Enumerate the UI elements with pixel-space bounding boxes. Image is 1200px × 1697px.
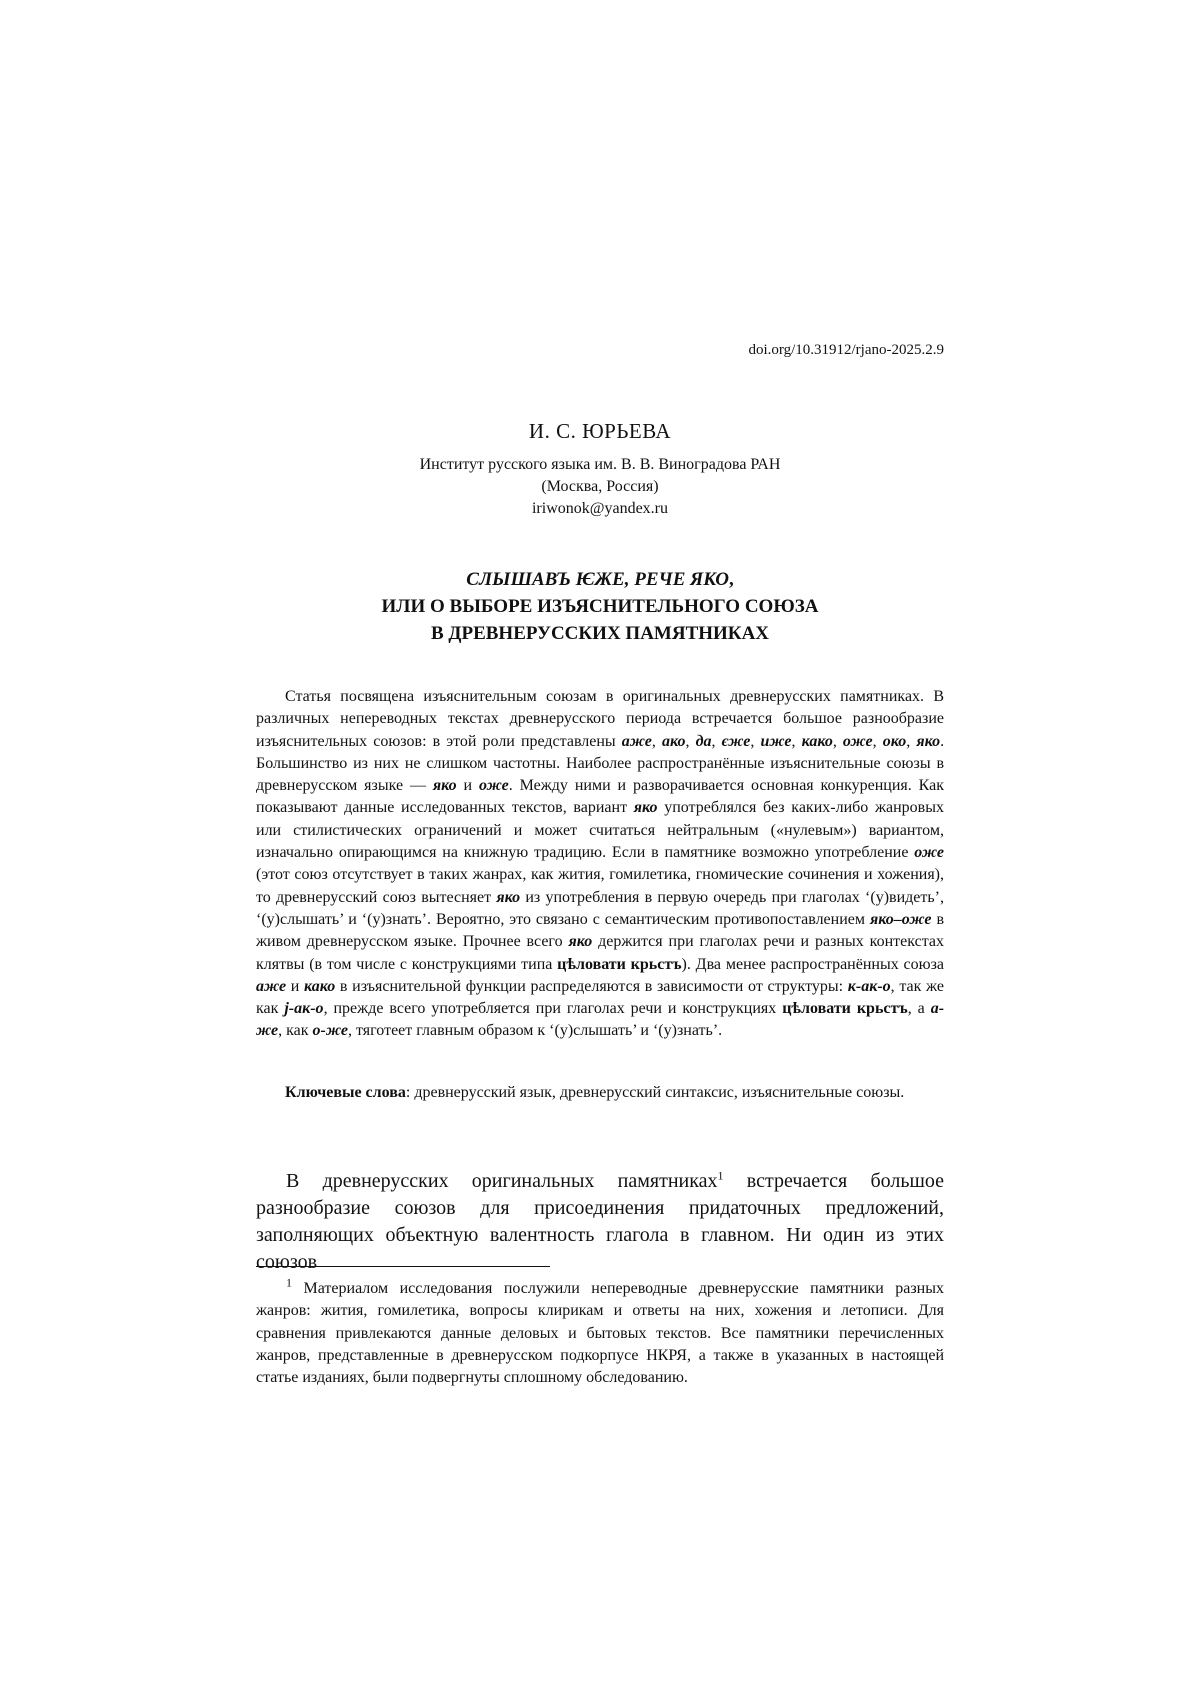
keywords-label: Ключевые слова: [285, 1084, 406, 1101]
title-italic-part: СЛЫШАВЪ ѤЖЕ, РЕЧЕ ЯКО: [466, 569, 729, 590]
author-block: [256, 419, 944, 520]
footnote-mark: 1: [286, 1275, 292, 1290]
author-email[interactable]: iriwonok@yandex.ru: [531, 500, 669, 517]
author-affiliation: Институт русского языка им. В. В. Виноградова РАН: [419, 456, 781, 473]
footnote: [256, 1275, 944, 1389]
title-line-3: В ДРЕВНЕРУССКИХ ПАМЯТНИКАХ: [430, 623, 770, 644]
abstract: [256, 686, 944, 1043]
footnote-reference[interactable]: 1: [717, 1168, 724, 1183]
footnote-text: Материалом исследования послужили непереводные древнерусские памятники разных жанров: жития, гомилетика, вопросы клирикам и ответы на них, хожения и летописи. Для сравнения привлекаются данные деловых и бытовых текстов. Все памятники перечисленных жанров, представленные в древнерусском подкорпусе НКРЯ, а также в указанных в настоящей статье изданиях, были подвергнуты сплошному обследованию.: [256, 1280, 944, 1387]
keywords: [256, 1082, 944, 1104]
author-name: И. С. ЮРЬЕВА: [528, 419, 672, 443]
keywords-text: : древнерусский язык, древнерусский синтаксис, изъяснительные союзы.: [405, 1084, 905, 1101]
title-line-1: СЛЫШАВЪ ѤЖЕ, РЕЧЕ ЯКО,: [466, 569, 734, 590]
body-paragraph: В древнерусских оригинальных памятниках$^1$ встречается большое разнообразие союзов для присоединения придаточных предложений, заполняющих объектную валентность глагола в главном. Ни один из этих союзов: [256, 1168, 944, 1273]
article-title: [256, 566, 944, 647]
author-location: (Москва, Россия): [541, 478, 659, 495]
title-line-2: ИЛИ О ВЫБОРЕ ИЗЪЯСНИТЕЛЬНОГО СОЮЗА: [381, 596, 819, 617]
footnote-divider: [256, 1266, 550, 1267]
doi-link[interactable]: doi.org/10.31912/rjano-2025.2.9: [748, 342, 944, 358]
abstract-paragraph: Статья посвящена изъяснительным союзам в оригинальных древнерусских памятниках. В различных непереводных текстах древнерусского периода встречается большое разнообразие изъяснительных союзов: в этой роли представлены аже, ако, да, єже, иже, како, оже, око, яко. Большинство из них не слишком частотны. Наиболее распространённые изъяснительные союзы в древнерусском языке — яко и оже. Между ними и разворачивается основная конкуренция. Как показывают данные исследованных текстов, вариант яко употреблялся без каких-либо жанровых или стилистических ограничений и может считаться нейтральным («нулевым») вариантом, изначально опирающимся на книжную традицию. Если в памятнике возможно употребление оже (этот союз отсутствует в таких жанрах, как жития, гомилетика, гномические сочинения и хожения), то древнерусский союз вытесняет яко из употребления в первую очередь при глаголах ‘(у)видеть’, ‘(у)слышать’ и ‘(у)знать’. Вероятно, это связано с семантическим противопоставлением яко–оже в живом древнерусском языке. Прочнее всего яко держится при глаголах речи и разных контекстах клятвы (в том числе с конструкциями типа цѣловати крьстъ). Два менее распространённых союза аже и како в изъяснительной функции распределяются в зависимости от структуры: к-ак-о, так же как j-ак-о, прежде всего употребляется при глаголах речи и конструкциях цѣловати крьстъ, а а-же, как о-же, тяготеет главным образом к ‘(у)слышать’ и ‘(у)знать’.: [256, 688, 945, 1040]
